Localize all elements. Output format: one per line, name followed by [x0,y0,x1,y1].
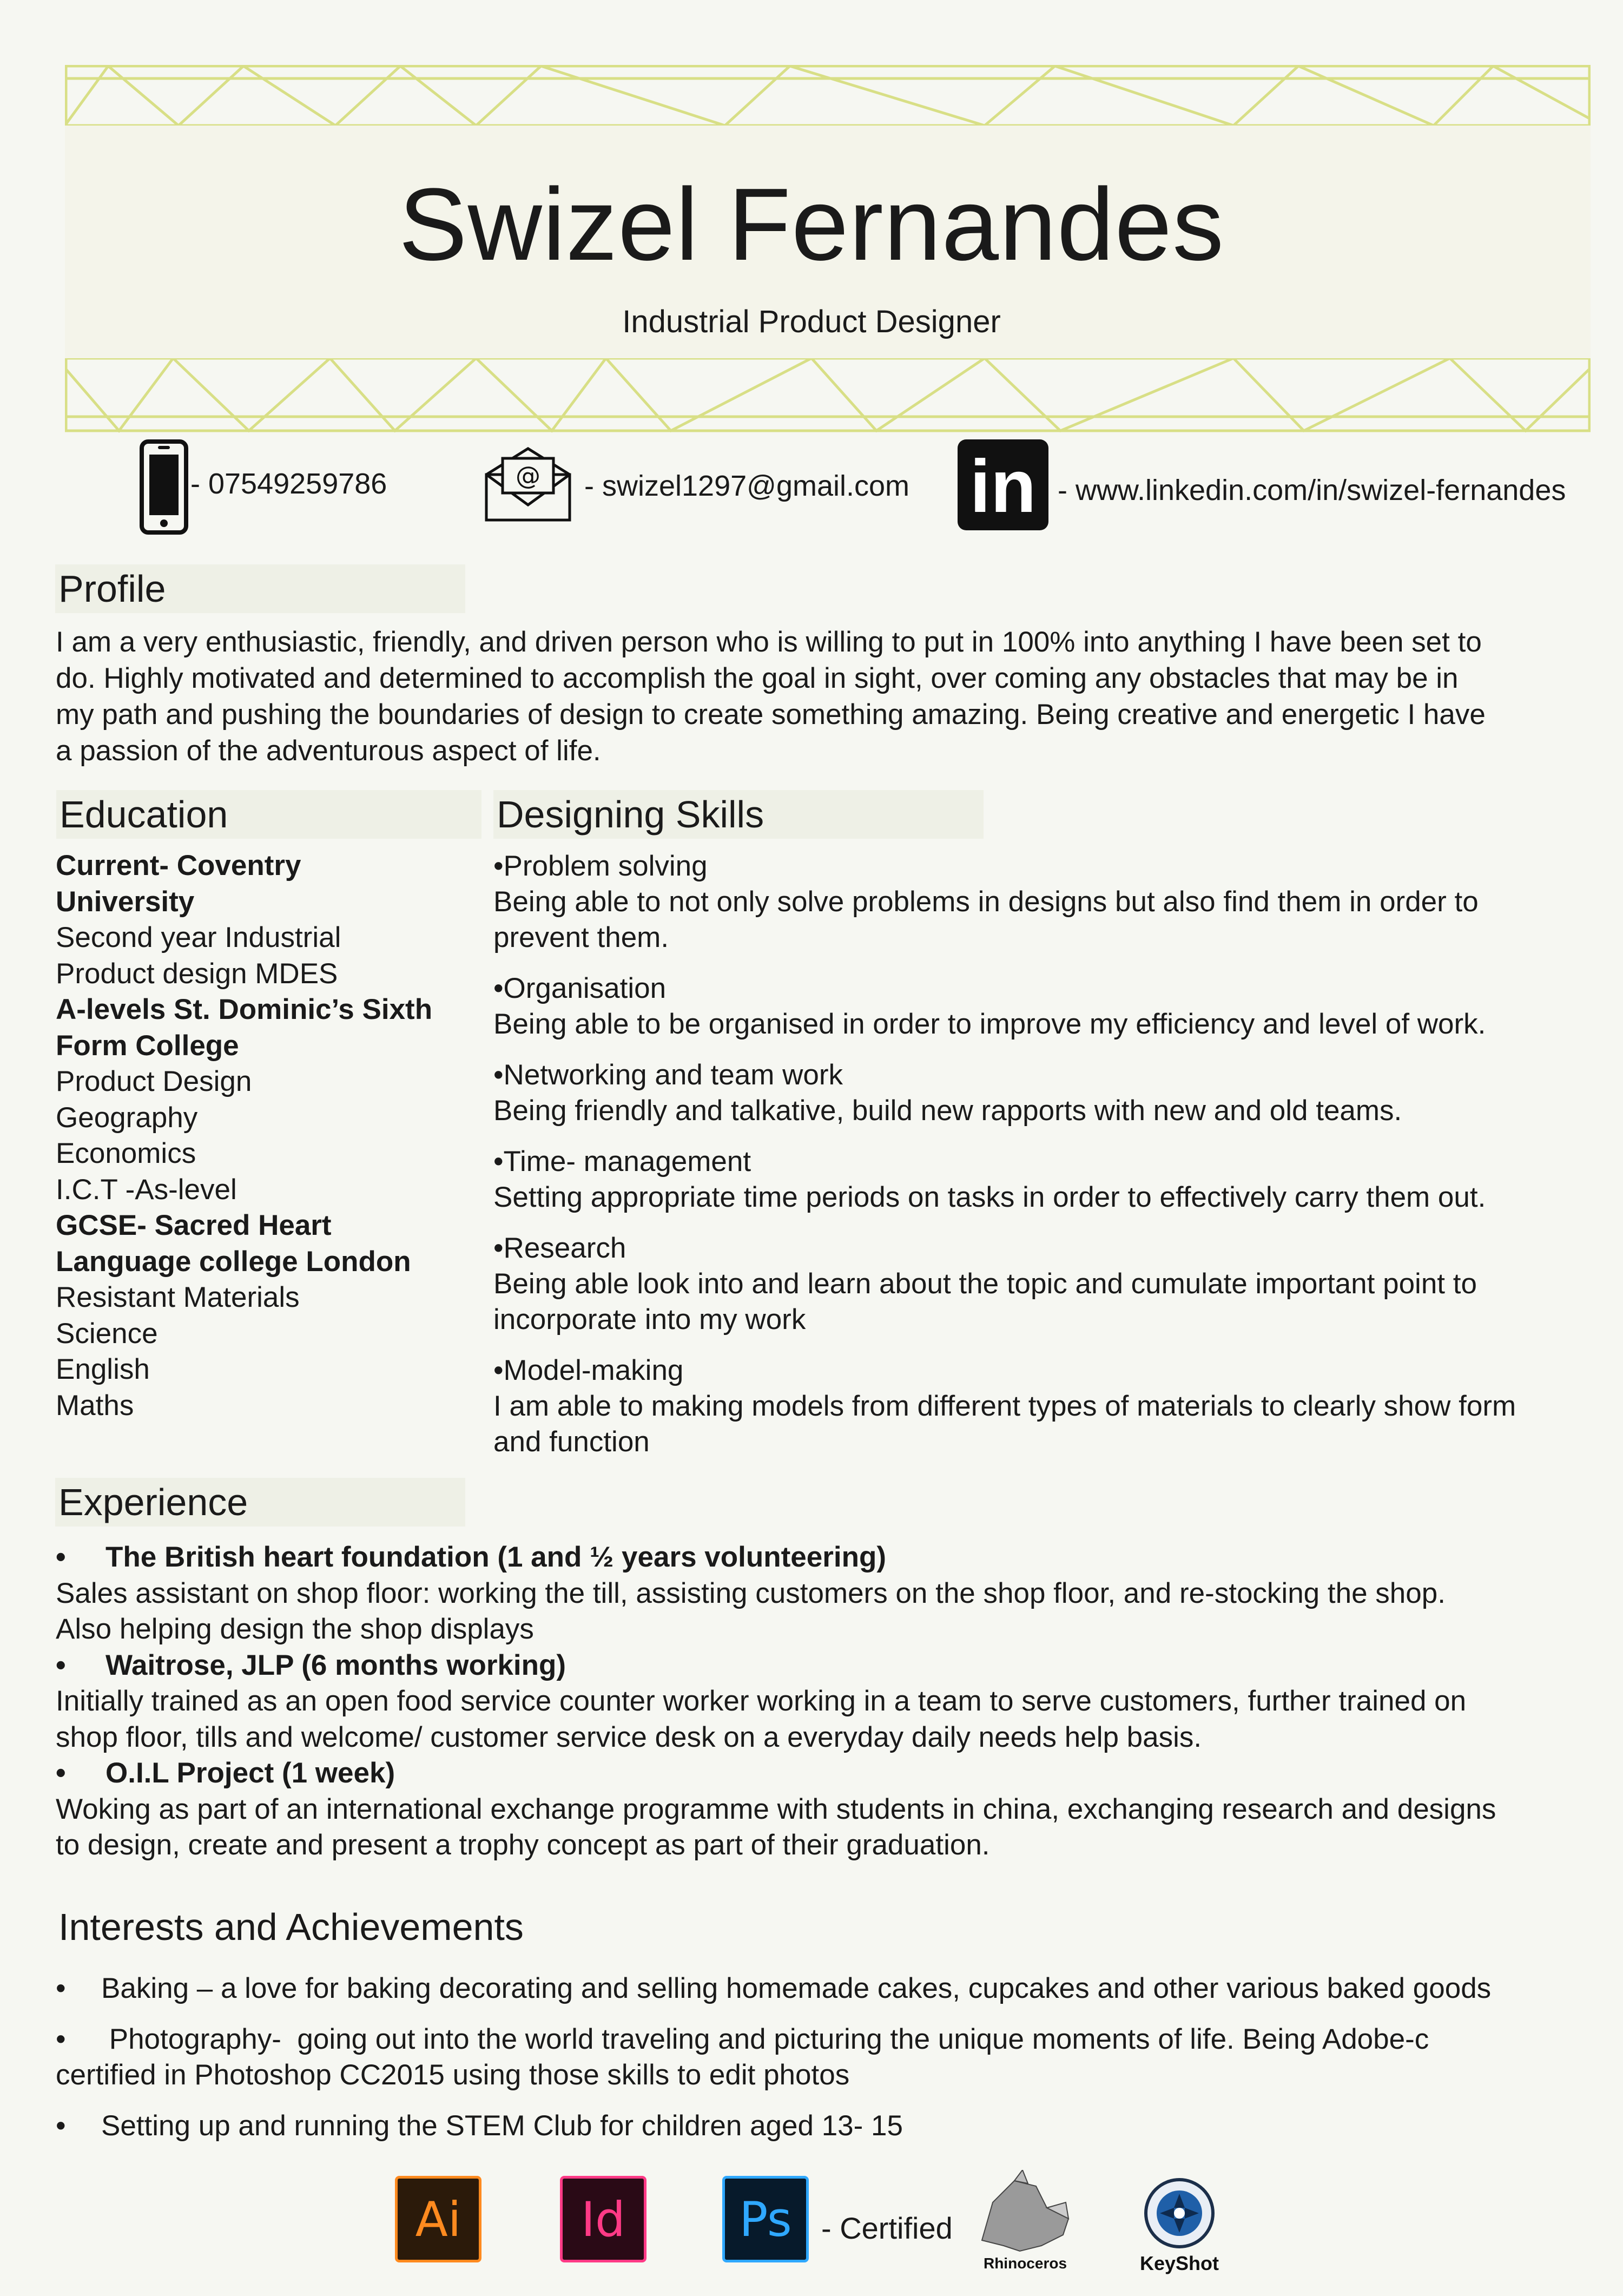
certified-label: - Certified [821,2211,953,2245]
rhinoceros-logo [971,2170,1079,2273]
phone-number[interactable]: - 07549259786 [190,468,387,500]
interests-heading: Interests and Achievements [58,1906,524,1948]
education-line: A-levels St. Dominic’s Sixth [56,994,433,1025]
education-line: Geography [56,1101,198,1134]
skill-item: •Problem solving Being able to not only solve problems in designs but also find them in order to prevent them. [493,850,1479,953]
experience-item: • The British heart foundation (1 and ½ years volunteering) Sales assistant on shop floor: working the till, assisting customers on the shop floor, and re-stocking the shop. Also helping design the shop displays [56,1540,1603,1648]
linkedin-icon: in [958,439,1048,530]
job-title: Industrial Product Designer [622,304,1001,339]
svg-text:@: @ [516,461,540,490]
phone-icon [140,439,188,535]
skill-item: •Time- management Setting appropriate time periods on tasks in order to effectively carry them out. [493,1146,1486,1213]
interests-list [56,1971,1603,2159]
bullet: • [56,2023,66,2055]
bullet: • [56,1972,66,2004]
linkedin-url[interactable]: - www.linkedin.com/in/swizel-fernandes [1058,474,1566,506]
bullet: • [56,1649,66,1681]
education-line: Maths [56,1389,134,1422]
indesign-logo: Id [560,2176,646,2262]
bullet: • [56,1541,66,1573]
svg-text:KeyShot: KeyShot [1139,2252,1219,2274]
skill-item: •Research Being able look into and learn about the topic and cumulate important point to incorporate into my work [493,1232,1477,1336]
profile-text: I am a very enthusiastic, friendly, and driven person who is willing to put in 100% into anything I have been set to do. Highly motivated and determined to accomplish the goal in sight, over coming any obstacles that may be in my path and pushing the boundaries of design to create something amazing. Being creative and energetic I have a passion of the adventurous aspect of life. [56,626,1486,767]
education-line: I.C.T -As-level [56,1173,237,1206]
bullet: • [56,2110,66,2142]
education-line: Product Design [56,1065,252,1097]
bullet: • [56,1757,66,1789]
experience-list [56,1540,1603,1864]
illustrator-logo: Ai [395,2176,481,2262]
photoshop-logo: Ps [722,2176,809,2262]
skill-item: •Organisation Being able to be organised in order to improve my efficiency and level of work. [493,972,1486,1040]
education-line: Economics [56,1137,196,1169]
skills-list [493,848,1608,1475]
skill-item: •Networking and team work Being friendly and talkative, build new rapports with new and old teams. [493,1059,1402,1127]
education-line: GCSE- Sacred Heart [56,1209,332,1241]
interest-item: • Photography- going out into the world traveling and picturing the unique moments of life. Being Adobe-c certified in Photoshop CC2015 using those skills to edit photos [56,2022,1603,2093]
experience-item: • Waitrose, JLP (6 months working) Initially trained as an open food service counter worker working in a team to serve customers, further trained on shop floor, tills and welcome/ customer service desk on a everyday daily needs help basis. [56,1648,1603,1756]
skill-item: •Model-making I am able to making models from different types of materials to clearly show form and function [493,1354,1516,1458]
interest-item: • Baking – a love for baking decorating and selling homemade cakes, cupcakes and other various baked goods [56,1971,1603,2006]
education-line: Form College [56,1029,239,1062]
profile-heading: Profile [55,564,465,613]
interest-item: • Setting up and running the STEM Club for children aged 13- 15 [56,2108,1603,2144]
email-address[interactable]: - swizel1297@gmail.com [584,470,910,502]
education-line: Language college London [56,1245,411,1278]
education-line: Current- Coventry [56,850,301,881]
skills-heading: Designing Skills [493,790,984,839]
education-line: Second year Industrial [56,922,341,953]
education-line: English [56,1353,150,1385]
education-line: University [56,885,195,918]
education-list [56,848,489,1424]
experience-heading: Experience [55,1478,465,1527]
email-icon [484,446,572,522]
experience-item: • O.I.L Project (1 week) Woking as part of an international exchange programme with students in china, exchanging research and designs to design, create and present a trophy concept as part of their graduation. [56,1755,1603,1864]
education-line: Science [56,1317,158,1350]
education-heading: Education [56,790,481,839]
candidate-name: Swizel Fernandes [398,167,1225,282]
keyshot-logo [1131,2175,1228,2278]
svg-text:Rhinoceros: Rhinoceros [983,2255,1067,2272]
education-line: Resistant Materials [56,1281,300,1313]
education-line: Product design MDES [56,957,338,990]
